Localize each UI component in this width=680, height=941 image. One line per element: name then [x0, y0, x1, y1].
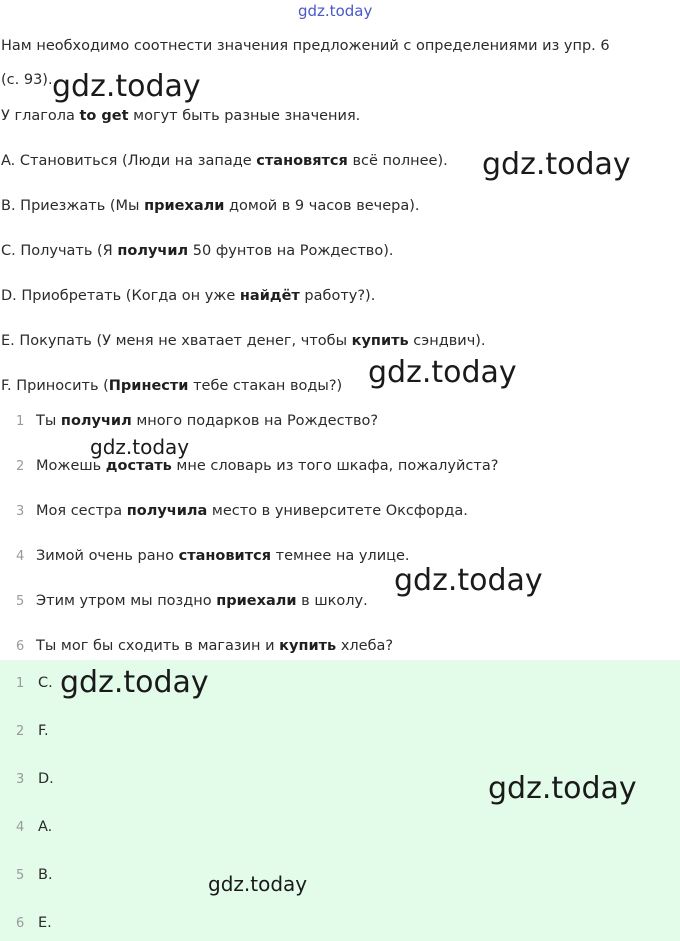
watermark: gdz.today [90, 435, 190, 459]
answer-letter: A. [38, 819, 53, 835]
answer-number: 2 [16, 724, 25, 739]
meaning-e: E. Покупать (У меня не хватает денег, чтобы купить сэндвич). [1, 333, 486, 349]
meaning-b: B. Приезжать (Мы приехали домой в 9 часов вечера). [1, 198, 420, 214]
answer-number: 5 [16, 868, 25, 883]
watermark: gdz.today [488, 771, 637, 806]
watermark: gdz.today [298, 2, 373, 20]
meaning-f: F. Приносить (Принести тебе стакан воды?) [1, 378, 343, 394]
answer-number: 1 [16, 676, 25, 691]
sentence-text: Ты мог бы сходить в магазин и купить хлеба? [36, 638, 394, 654]
sentence-text: Можешь достать мне словарь из того шкафа, пожалуйста? [36, 458, 499, 474]
intro-line-1: Нам необходимо соотнести значения предложений с определениями из упр. 6 [1, 38, 610, 54]
sentence-text: Ты получил много подарков на Рождество? [36, 413, 379, 429]
sentence-text: Моя сестра получила место в университете Оксфорда. [36, 503, 468, 519]
intro-line-2: (с. 93). [1, 72, 53, 88]
watermark: gdz.today [394, 563, 543, 598]
answer-letter: F. [38, 723, 49, 739]
watermark: gdz.today [368, 355, 517, 390]
sentence-number: 1 [16, 414, 25, 429]
meaning-d: D. Приобретать (Когда он уже найдёт работу?). [1, 288, 376, 304]
answer-number: 6 [16, 916, 25, 931]
sentence-number: 4 [16, 549, 25, 564]
sentence-number: 5 [16, 594, 25, 609]
sentence-number: 3 [16, 504, 25, 519]
sentence-text: Этим утром мы поздно приехали в школу. [36, 593, 368, 609]
answer-number: 4 [16, 820, 25, 835]
answer-panel [0, 660, 680, 941]
meaning-c: C. Получать (Я получил 50 фунтов на Рождество). [1, 243, 394, 259]
sentence-number: 2 [16, 459, 25, 474]
sentence-number: 6 [16, 639, 25, 654]
watermark: gdz.today [52, 69, 201, 104]
answer-letter: D. [38, 771, 54, 787]
answer-letter: E. [38, 915, 52, 931]
answer-letter: B. [38, 867, 53, 883]
watermark: gdz.today [482, 147, 631, 182]
verb-note: У глагола to get могут быть разные значения. [1, 108, 361, 124]
meaning-a: A. Становиться (Люди на западе становятся всё полнее). [1, 153, 448, 169]
watermark: gdz.today [60, 665, 209, 700]
answer-number: 3 [16, 772, 25, 787]
answer-letter: C. [38, 675, 53, 691]
sentence-text: Зимой очень рано становится темнее на улице. [36, 548, 410, 564]
watermark: gdz.today [208, 872, 308, 896]
